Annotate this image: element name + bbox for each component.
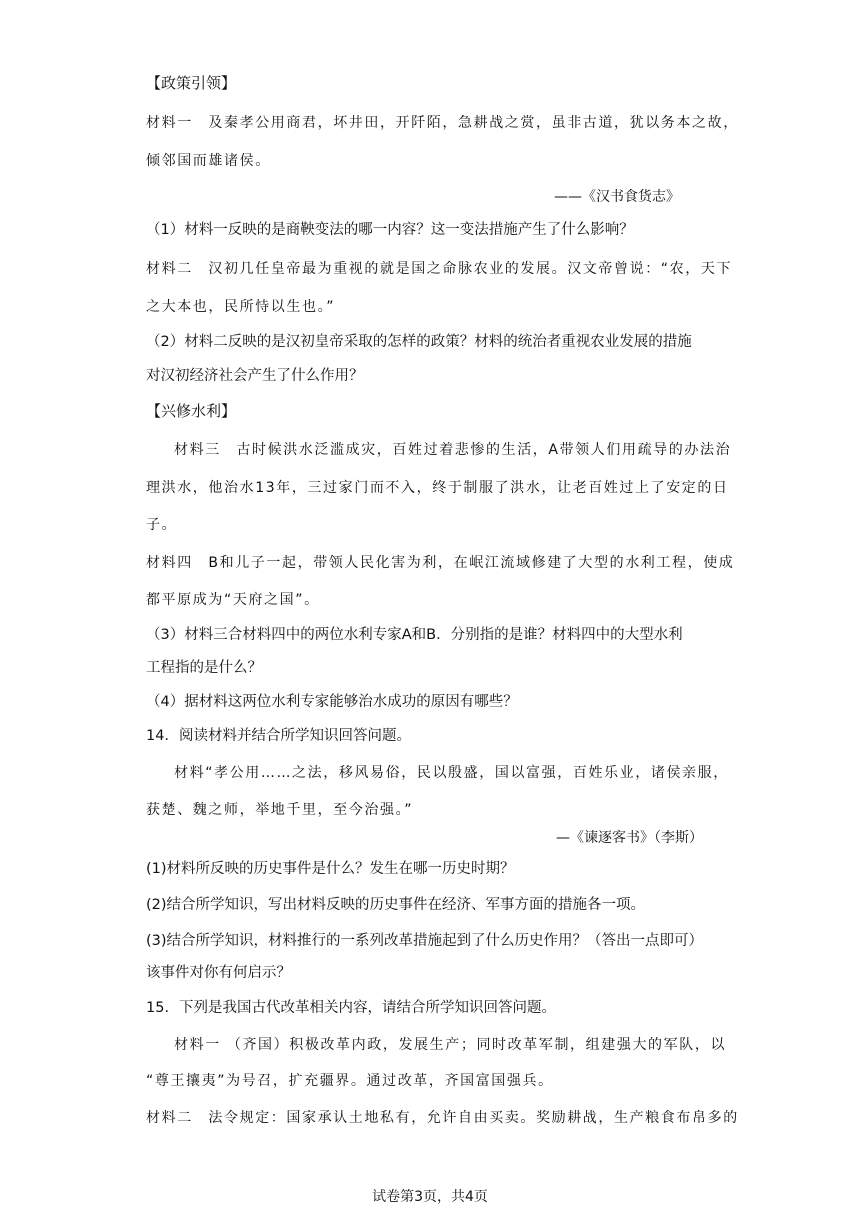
material-4-line-1: 材料四 B和儿子一起，带领人民化害为利，在岷江流域修建了大型的水利工程，使成: [146, 555, 735, 571]
material-1-line-2: 倾邻国而雄诸侯。: [146, 153, 271, 169]
material-1-line-1: 材料一 及秦孝公用商君，坏井田，开阡陌，急耕战之赏，虽非古道，犹以务本之故，: [146, 115, 739, 131]
material-3-line-2: 理洪水，他治水13年，三过家门而不入，终于制服了洪水，让老百姓过上了安定的日: [146, 480, 729, 496]
section-header-policy: 【政策引领】: [146, 74, 237, 92]
material-15-2-line-1: 材料二 法令规定：国家承认土地私有，允许自由买卖。奖励耕战，生产粮食布帛多的: [146, 1110, 739, 1126]
question-14-1: (1)材料所反映的历史事件是什么？发生在哪一历史时期？: [146, 861, 515, 877]
question-4: （4）据材料这两位水利专家能够治水成功的原因有哪些？: [146, 694, 518, 710]
material-14-source: —《谏逐客书》（李斯）: [556, 830, 703, 846]
material-14-line-1: 材料“孝公用……之法，移风易俗，民以殷盛，国以富强，百姓乐业，诸侯亲服，: [174, 765, 729, 781]
material-3-line-1: 材料三 古时候洪水泛滥成灾，百姓过着悲惨的生活，A带领人们用疏导的办法治: [174, 442, 732, 458]
question-1: （1）材料一反映的是商鞅变法的哪一内容？这一变法措施产生了什么影响？: [146, 222, 634, 238]
question-14-3-line-2: 该事件对你有何启示？: [146, 965, 291, 981]
material-15-1-line-1: 材料一 （齐国）积极改革内政，发展生产；同时改革军制，组建强大的军队，以: [174, 1037, 727, 1053]
question-3-line-2: 工程指的是什么？: [146, 660, 262, 676]
question-2-line-1: （2）材料二反映的是汉初皇帝采取的怎样的政策？材料的统治者重视农业发展的措施: [146, 334, 692, 350]
material-1-source: ——《汉书食货志》: [554, 189, 680, 205]
material-15-1-line-2: “尊王攘夷”为号召，扩充疆界。通过改革，齐国富国强兵。: [146, 1073, 554, 1089]
material-2-line-2: 之大本也，民所恃以生也。”: [146, 299, 336, 315]
question-14-2: (2)结合所学知识，写出材料反映的历史事件在经济、军事方面的措施各一项。: [146, 897, 646, 913]
section-header-water: 【兴修水利】: [146, 402, 237, 420]
material-14-line-2: 获楚、魏之师，举地千里，至今治强。”: [146, 802, 414, 818]
material-3-line-3: 子。: [146, 517, 178, 533]
problem-15-title: 15．下列是我国古代改革相关内容，请结合所学知识回答问题。: [146, 1000, 556, 1016]
question-2-line-2: 对汉初经济社会产生了什么作用？: [146, 368, 364, 384]
question-14-3-line-1: (3)结合所学知识，材料推行的一系列改革措施起到了什么历史作用？（答出一点即可）: [146, 933, 704, 949]
material-4-line-2: 都平原成为“天府之国”。: [146, 592, 320, 608]
question-3-line-1: （3）材料三合材料四中的两位水利专家A和B．分别指的是谁？材料四中的大型水利: [146, 627, 683, 643]
page-footer: 试卷第3页，共4页: [372, 1189, 488, 1205]
problem-14-title: 14．阅读材料并结合所学知识回答问题。: [146, 728, 411, 744]
material-2-line-1: 材料二 汉初几任皇帝最为重视的就是国之命脉农业的发展。汉文帝曾说：“农，天下: [146, 261, 733, 277]
